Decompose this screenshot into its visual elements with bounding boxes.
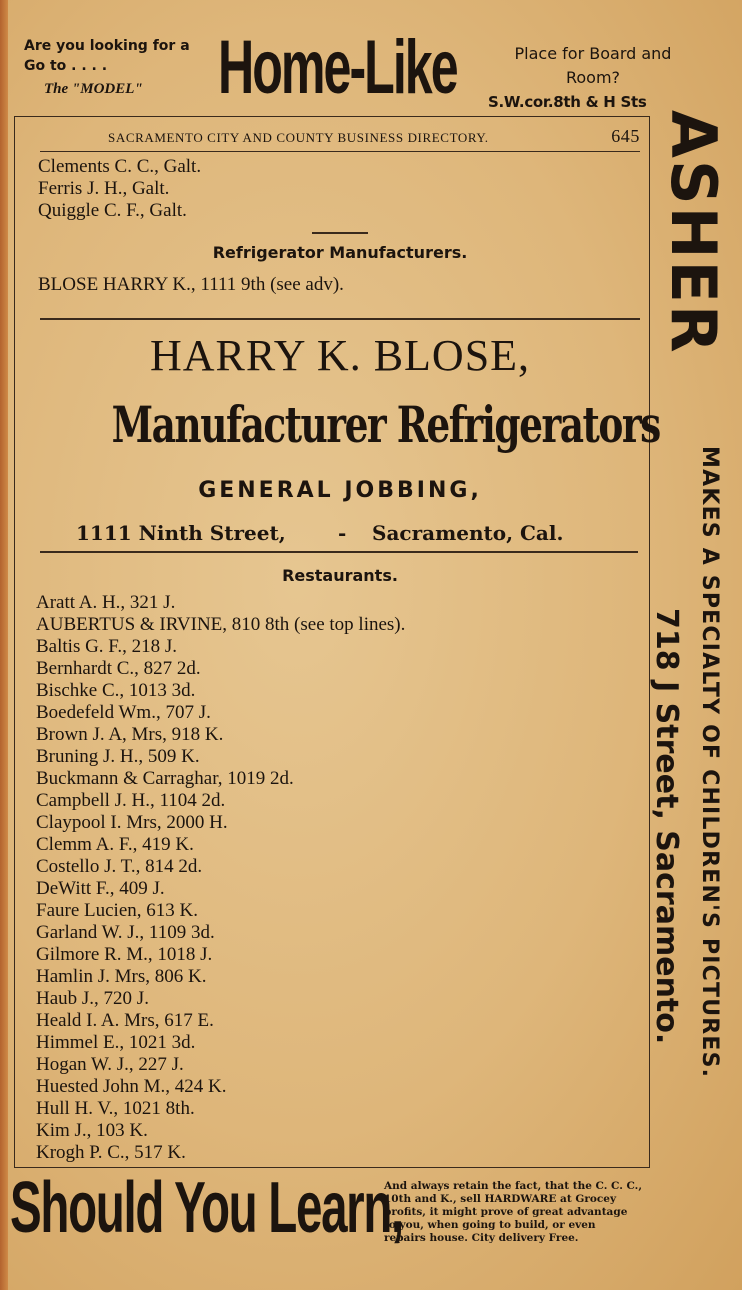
list-item: Hull H. V., 1021 8th. [36,1098,195,1119]
list-item: Hogan W. J., 227 J. [36,1054,184,1075]
list-item: Bruning J. H., 509 K. [36,746,200,767]
top-right-line2: Room? [565,68,621,87]
list-item: Heald I. A. Mrs, 617 E. [36,1010,214,1031]
fine-print-line: 10th and K., sell HARDWARE at Grocey [384,1193,617,1205]
side-ad-address: 718 J Street, Sacramento. [649,608,684,1045]
top-left-line2: Go to . . . . [24,58,108,74]
list-item: Quiggle C. F., Galt. [38,200,187,221]
list-item: Clements C. C., Galt. [38,156,202,177]
list-item: Buckmann & Carraghar, 1019 2d. [36,768,294,789]
home-like-headline: Home-Like [218,25,457,110]
top-right-line3: S.W.cor.8th & H Sts [488,93,647,111]
list-item: Gilmore R. M., 1018 J. [36,944,213,965]
refrigerator-entries-list [38,274,344,296]
page-number: 645 [611,126,640,146]
restaurants-section-title: Restaurants. [282,566,398,585]
ad-name: HARRY K. BLOSE, [149,331,531,380]
side-ad-tagline: MAKES A SPECIALTY OF CHILDREN'S PICTURES. [697,446,722,1079]
ad-jobbing-line: GENERAL JOBBING, [198,478,482,503]
list-item: DeWitt F., 409 J. [36,878,165,899]
header-title: SACRAMENTO CITY AND COUNTY BUSINESS DIRECTORY. [108,130,489,145]
top-left-line3: The "MODEL" [44,81,143,97]
top-right-line1: Place for Board and [514,44,672,63]
restaurants-list [36,592,405,1164]
list-item: Garland W. J., 1109 3d. [36,922,215,943]
list-item: Aratt A. H., 321 J. [36,592,176,613]
list-item: AUBERTUS & IRVINE, 810 8th (see top lines). [36,614,406,635]
list-item: Krogh P. C., 517 K. [36,1142,186,1163]
bottom-fine-print [384,1180,684,1245]
top-entries-list [38,156,201,222]
list-item: Kim J., 103 K. [36,1120,148,1141]
ad-address-city: Sacramento, Cal. [372,521,564,545]
ad-manufacturer-line: Manufacturer Refrigerators [111,395,660,454]
list-item: Faure Lucien, 613 K. [36,900,198,921]
refrigerator-section-title: Refrigerator Manufacturers. [212,243,468,262]
list-item: Haub J., 720 J. [36,988,149,1009]
list-item: Ferris J. H., Galt. [38,178,170,199]
ad-address [40,521,640,551]
list-item: Bischke C., 1013 3d. [36,680,196,701]
top-left-ad [24,36,224,99]
list-item: Hamlin J. Mrs, 806 K. [36,966,207,987]
fine-print-line: to you, when going to build, or even [384,1219,596,1231]
list-item: BLOSE HARRY K., 1111 9th (see adv). [38,274,344,295]
list-item: Himmel E., 1021 3d. [36,1032,196,1053]
ad-address-street: 1111 Ninth Street, [76,521,286,545]
list-item: Costello J. T., 814 2d. [36,856,203,877]
short-divider [312,232,368,234]
list-item: Campbell J. H., 1104 2d. [36,790,226,811]
list-item: Baltis G. F., 218 J. [36,636,177,657]
list-item: Claypool I. Mrs, 2000 H. [36,812,228,833]
list-item: Boedefeld Wm., 707 J. [36,702,211,723]
fine-print-line: profits, it might prove of great advantage [384,1206,628,1218]
top-left-line1: Are you looking for a [24,38,190,54]
ad-top-divider [40,318,640,320]
fine-print-line: And always retain the fact, that the C. C. C., [384,1180,642,1192]
page-edge [0,0,8,1290]
list-item: Bernhardt C., 827 2d. [36,658,201,679]
ad-bottom-divider [40,551,638,553]
bottom-headline: Should You Learn, [10,1168,403,1248]
list-item: Huested John M., 424 K. [36,1076,227,1097]
list-item: Brown J. A, Mrs, 918 K. [36,724,224,745]
side-ad-name: ASHER [657,110,730,355]
fine-print-line: repairs house. City delivery Free. [384,1232,579,1244]
running-header [40,126,640,152]
list-item: Clemm A. F., 419 K. [36,834,194,855]
ad-address-dash: - [338,521,347,545]
top-right-ad [488,42,698,114]
